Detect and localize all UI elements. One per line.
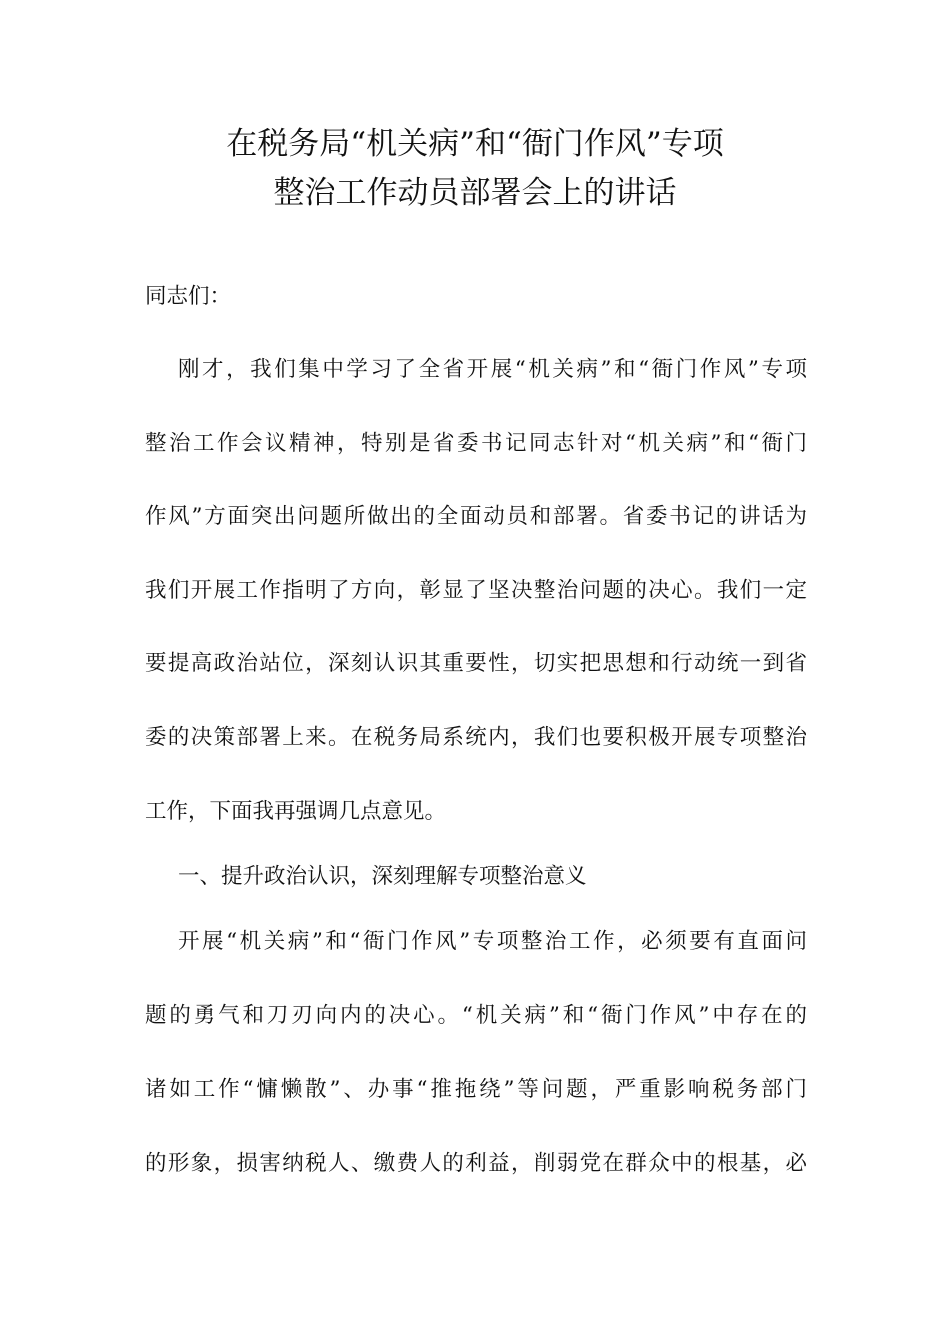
paragraph-line: 工作，下面我再强调几点意见。 xyxy=(145,799,447,824)
paragraph-line: 我们开展工作指明了方向，彰显了坚决整治问题的决心。我们一定 xyxy=(145,578,807,603)
salutation: 同志们： xyxy=(145,284,232,309)
paragraph-line: 作风”方面突出问题所做出的全面动员和部署。省委书记的讲话为 xyxy=(145,504,807,529)
section-heading: 一、提升政治认识，深刻理解专项整治意义 xyxy=(178,864,587,889)
paragraph-line: 要提高政治站位，深刻认识其重要性，切实把思想和行动统一到省 xyxy=(145,651,807,676)
paragraph-line: 刚才，我们集中学习了全省开展“机关病”和“衙门作风”专项 xyxy=(178,357,807,382)
paragraph-line: 整治工作会议精神，特别是省委书记同志针对“机关病”和“衙门 xyxy=(145,431,807,456)
paragraph-line: 开展“机关病”和“衙门作风”专项整治工作，必须要有直面问 xyxy=(178,929,807,954)
paragraph-line: 委的决策部署上来。在税务局系统内，我们也要积极开展专项整治 xyxy=(145,725,807,750)
document-title-line-2: 整治工作动员部署会上的讲话 xyxy=(273,175,677,211)
paragraph-line: 题的勇气和刀刃向内的决心。“机关病”和“衙门作风”中存在的 xyxy=(145,1003,807,1028)
document-title-line-1: 在税务局“机关病”和“衙门作风”专项 xyxy=(226,126,724,162)
paragraph-line: 诸如工作“慵懒散”、办事“推拖绕”等问题，严重影响税务部门 xyxy=(145,1077,807,1102)
paragraph-line: 的形象，损害纳税人、缴费人的利益，削弱党在群众中的根基，必 xyxy=(145,1151,807,1176)
